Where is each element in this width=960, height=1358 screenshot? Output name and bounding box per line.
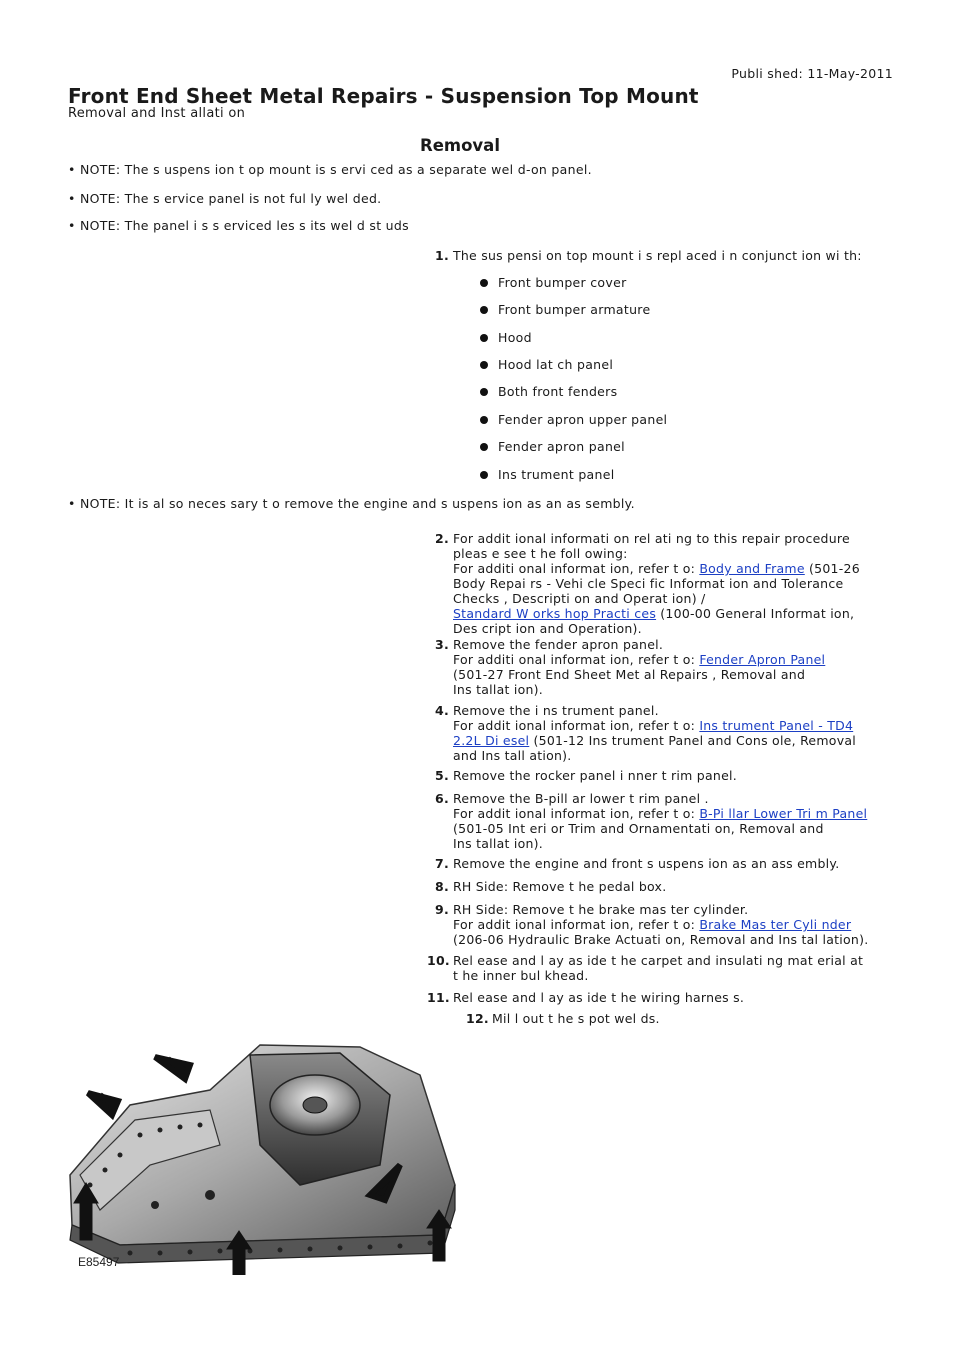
step-text: (206-06 Hydraulic Brake Actuati on, Removal and Ins tal lation). (453, 932, 869, 947)
step-text: (501-12 Ins trument Panel and Cons ole, Removal (529, 733, 856, 748)
step-number: 4. (435, 703, 449, 718)
step-text: Mil l out t he s pot wel ds. (492, 1011, 660, 1026)
step-4 (435, 703, 883, 763)
step-text: t he inner bul khead. (453, 968, 589, 983)
step-text: Body Repai rs - Vehi cle Speci fic Informat ion and Tolerance (453, 576, 844, 591)
step-number: 10. (427, 953, 450, 968)
step-number: 8. (435, 879, 449, 894)
step-text: pleas e see t he foll owing: (453, 546, 628, 561)
step-text: (501-05 Int eri or Trim and Ornamentati on, Removal and (453, 821, 824, 836)
published-date: Publi shed: 11-May-2011 (731, 66, 893, 81)
step-number: 9. (435, 902, 449, 917)
step-text: (501-26 (804, 561, 860, 576)
page-title: Front End Sheet Metal Repairs - Suspension Top Mount (68, 84, 699, 108)
step-text: For additi onal informat ion, refer t o: (453, 652, 700, 667)
figure-label: E85497 (78, 1255, 120, 1269)
step-text: Rel ease and l ay as ide t he carpet and insulati ng mat erial at (453, 953, 864, 968)
instrument-panel-link[interactable]: Ins trument Panel - TD4 (699, 718, 854, 733)
step-text: (501-27 Front End Sheet Met al Repairs , Removal and (453, 667, 806, 682)
list-item-label: Front bumper cover (498, 275, 627, 290)
step-text: Ins tallat ion). (453, 836, 544, 851)
step-text: (100-00 General Informat ion, (656, 606, 855, 621)
step-7 (435, 856, 883, 871)
step-text: Remove the rocker panel i nner t rim panel. (453, 768, 737, 783)
list-item (480, 439, 625, 454)
list-item-label: Fender apron panel (498, 439, 625, 454)
step-text: Des cript ion and Operation). (453, 621, 642, 636)
note-3: • NOTE: The panel i s s erviced les s its wel d st uds (68, 218, 409, 233)
step-text: and Ins tall ation). (453, 748, 572, 763)
section-heading: Removal (420, 136, 500, 155)
step-number: 12. (466, 1011, 489, 1026)
bullet-icon (480, 471, 488, 479)
brake-master-cylinder-link[interactable]: Brake Mas ter Cyli nder (699, 917, 852, 932)
suspension-top-mount-illustration (60, 1035, 460, 1275)
list-item-label: Ins trument panel (498, 467, 615, 482)
step-6 (435, 791, 883, 851)
step-text: The sus pensi on top mount i s repl aced i n conjunct ion wi th: (453, 248, 862, 263)
bullet-icon (480, 279, 488, 287)
list-item (480, 275, 627, 290)
list-item-label: Hood (498, 330, 532, 345)
step-text: Rel ease and l ay as ide t he wiring harnes s. (453, 990, 745, 1005)
list-item-label: Front bumper armature (498, 302, 651, 317)
note-1: • NOTE: The s uspens ion t op mount is s ervi ced as a separate wel d-on panel. (68, 162, 592, 177)
step-text: For addit ional informat ion, refer t o: (453, 917, 700, 932)
panel-diagram (60, 1035, 460, 1275)
instrument-panel-link-cont[interactable]: 2.2L Di esel (453, 733, 530, 748)
list-item (480, 467, 615, 482)
standard-workshop-practices-link[interactable]: Standard W orks hop Practi ces (453, 606, 657, 621)
list-item-label: Both front fenders (498, 384, 618, 399)
bullet-icon (480, 306, 488, 314)
step-text: For additi onal informat ion, refer t o: (453, 561, 700, 576)
step-10 (427, 953, 883, 983)
step-number: 6. (435, 791, 449, 806)
step-number: 2. (435, 531, 449, 546)
bullet-icon (480, 334, 488, 342)
fender-apron-panel-link[interactable]: Fender Apron Panel (699, 652, 826, 667)
step-number: 11. (427, 990, 450, 1005)
b-pillar-lower-trim-panel-link[interactable]: B-Pi llar Lower Tri m Panel (699, 806, 868, 821)
list-item (480, 330, 532, 345)
step-1 (435, 248, 883, 263)
step-text: For addit ional informat ion, refer t o: (453, 718, 700, 733)
bullet-icon (480, 416, 488, 424)
note-2: • NOTE: The s ervice panel is not ful ly wel ded. (68, 191, 382, 206)
list-item (480, 302, 650, 317)
list-item-label: Fender apron upper panel (498, 412, 668, 427)
step-text: Ins tallat ion). (453, 682, 544, 697)
list-item (480, 412, 667, 427)
step-text: Remove the fender apron panel. (453, 637, 664, 652)
step-number: 3. (435, 637, 449, 652)
bullet-icon (480, 388, 488, 396)
step-text: For addit ional informat ion, refer t o: (453, 806, 700, 821)
step-12 (466, 1011, 882, 1026)
step-11 (427, 990, 883, 1005)
step-8 (435, 879, 883, 894)
step-text: Remove the i ns trument panel. (453, 703, 659, 718)
step-text: RH Side: Remove t he brake mas ter cylinder. (453, 902, 749, 917)
step-number: 7. (435, 856, 449, 871)
step-2 (435, 531, 883, 636)
bullet-icon (480, 443, 488, 451)
list-item (480, 384, 617, 399)
step-5 (435, 768, 883, 783)
body-and-frame-link[interactable]: Body and Frame (699, 561, 805, 576)
page-subtitle: Removal and Inst allati on (68, 106, 246, 121)
step-text: For addit ional informati on rel ati ng to this repair procedure (453, 531, 850, 546)
list-item (480, 357, 613, 372)
step-text: Checks , Descripti on and Operat ion) / (453, 591, 706, 606)
bullet-icon (480, 361, 488, 369)
step-text: RH Side: Remove t he pedal box. (453, 879, 667, 894)
step-9 (435, 902, 883, 947)
step-text: Remove the engine and front s uspens ion as an ass embly. (453, 856, 840, 871)
step-number: 5. (435, 768, 449, 783)
step-number: 1. (435, 248, 449, 263)
note-4: • NOTE: It is al so neces sary t o remove the engine and s uspens ion as an as sembly. (68, 496, 635, 511)
list-item-label: Hood lat ch panel (498, 357, 614, 372)
step-text: Remove the B-pill ar lower t rim panel . (453, 791, 709, 806)
step-3 (435, 637, 883, 697)
